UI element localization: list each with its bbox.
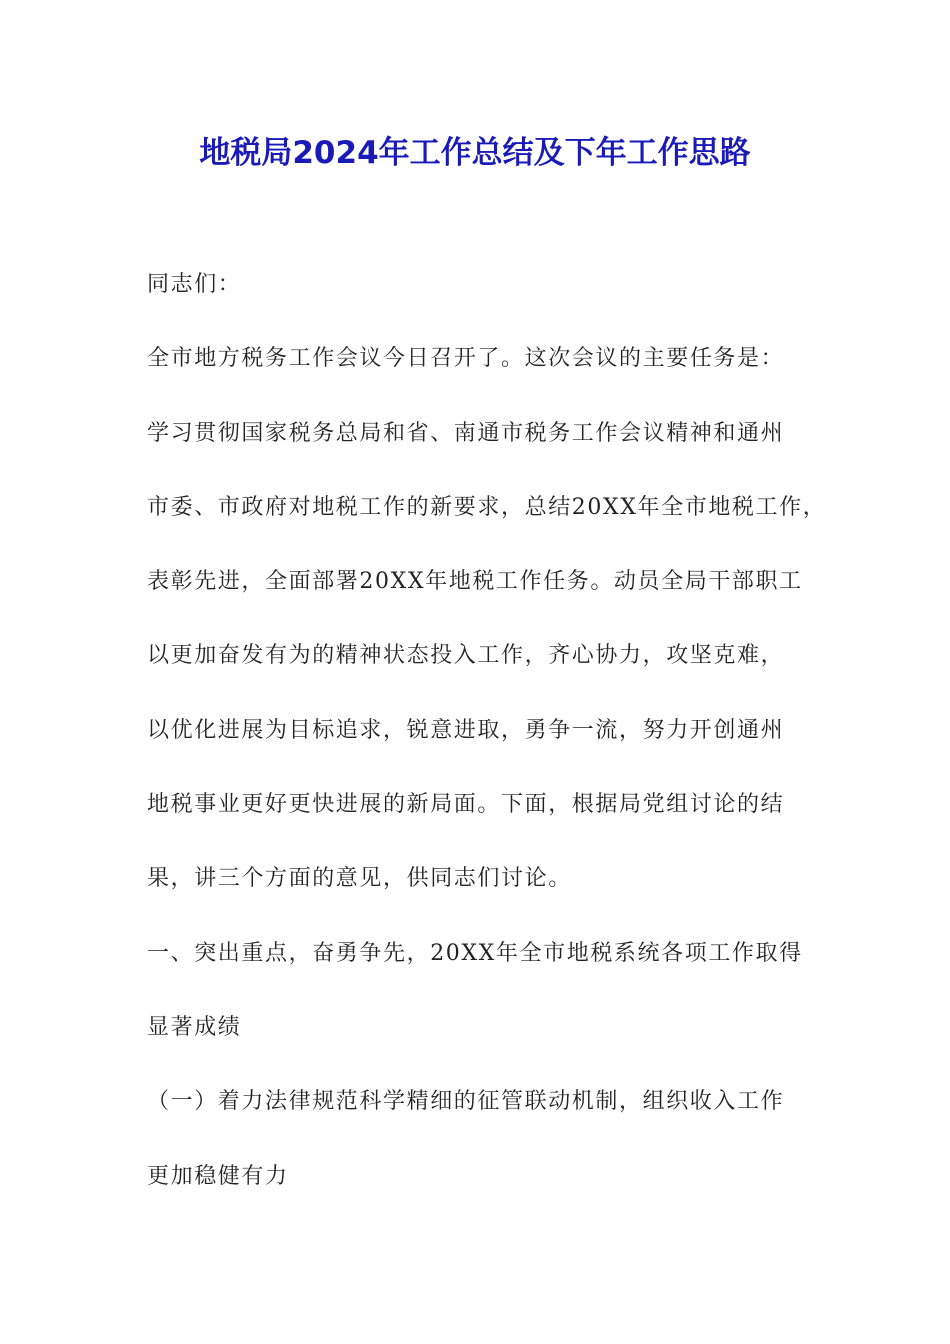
document-title: 地税局2024年工作总结及下年工作思路: [199, 135, 751, 171]
subsection-heading-line: （一）着力法律规范科学精细的征管联动机制，组织收入工作: [147, 1089, 785, 1115]
paragraph-line: 表彰先进，全面部署20XX年地税工作任务。动员全局干部职工: [147, 569, 803, 595]
paragraph-line: 学习贯彻国家税务总局和省、南通市税务工作会议精神和通州: [147, 420, 785, 446]
paragraph-line: 全市地方税务工作会议今日召开了。这次会议的主要任务是：: [147, 346, 785, 372]
paragraph-line: 果，讲三个方面的意见，供同志们讨论。: [147, 866, 572, 892]
section-heading-line: 显著成绩: [147, 1014, 242, 1040]
salutation: 同志们：: [147, 272, 242, 297]
paragraph-line: 以优化进展为目标追求，锐意进取，勇争一流，努力开创通州: [147, 717, 785, 743]
document-body: [147, 265, 827, 1231]
section-heading-line: 一、突出重点，奋勇争先，20XX年全市地税系统各项工作取得: [147, 940, 803, 966]
paragraph-line: 以更加奋发有为的精神状态投入工作，齐心协力，攻坚克难，: [147, 643, 785, 669]
subsection-heading-line: 更加稳健有力: [147, 1163, 289, 1189]
paragraph-line: 市委、市政府对地税工作的新要求，总结20XX年全市地税工作，: [147, 494, 827, 520]
paragraph-line: 地税事业更好更快进展的新局面。下面，根据局党组讨论的结: [147, 792, 785, 818]
